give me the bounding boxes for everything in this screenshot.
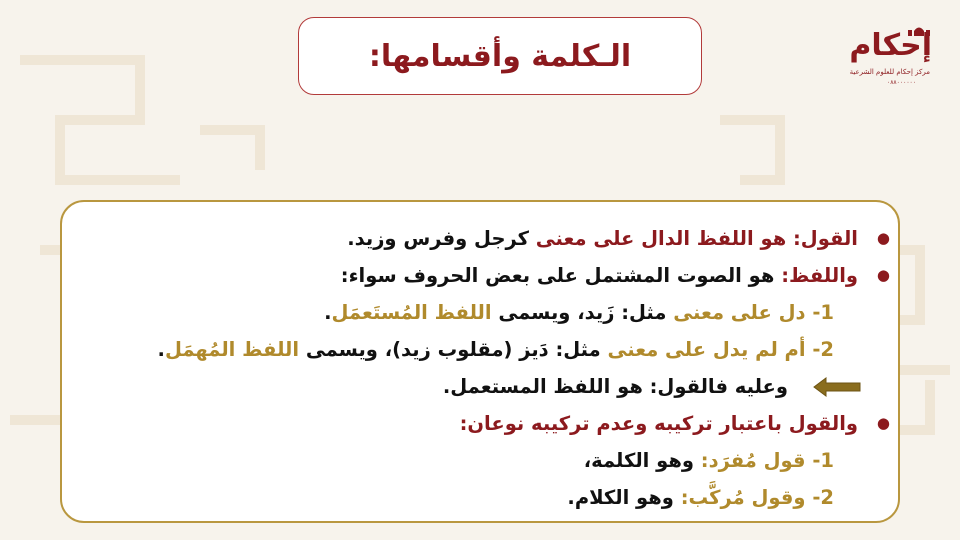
bullet-dot: ● bbox=[876, 414, 890, 432]
logo bbox=[838, 24, 938, 94]
term-muhmal: اللفظ المُهمَل bbox=[164, 338, 300, 361]
term-qawl: القول: bbox=[786, 227, 858, 250]
logo-subtitle: مركز إحكام للعلوم الشرعية bbox=[849, 68, 930, 76]
content-lines bbox=[138, 220, 890, 516]
line-qawl-definition bbox=[138, 220, 890, 257]
example-text: مثل: دَيز (مقلوب زيد)، ويسمى bbox=[299, 338, 608, 361]
page-title: الـكلمة وأقسامها: bbox=[368, 38, 632, 74]
line-mufrad bbox=[138, 442, 858, 479]
bullet-dot: ● bbox=[876, 229, 890, 247]
term-lafz: واللفظ: bbox=[774, 264, 858, 287]
left-arrow-icon bbox=[812, 377, 862, 397]
title-box bbox=[298, 17, 702, 95]
mufrad-text: وهو الكلمة، bbox=[583, 449, 701, 472]
logo-name: إحكام bbox=[849, 28, 932, 63]
term-mufrad: 1- قول مُفرَد: bbox=[700, 449, 834, 472]
definition-text: هو اللفظ الدال على معنى bbox=[535, 227, 787, 250]
line-murakkab bbox=[138, 479, 858, 516]
line-lafz-definition bbox=[138, 257, 890, 294]
period: . bbox=[157, 338, 165, 361]
bullet-dot: ● bbox=[876, 266, 890, 284]
example-text: مثل: زَيد، ويسمى bbox=[491, 301, 674, 324]
logo-number: ٠٨٨٠٠٠٠٠٠ bbox=[886, 79, 916, 86]
conclusion-text: وعليه فالقول: هو اللفظ المستعمل. bbox=[442, 375, 788, 398]
period: . bbox=[324, 301, 332, 324]
content-box bbox=[60, 200, 900, 523]
line-qawl-types bbox=[138, 405, 890, 442]
line-conclusion bbox=[138, 368, 858, 405]
case-label: 2- أم لم يدل على معنى bbox=[607, 338, 834, 361]
examples-text: كرجل وفرس وزيد. bbox=[347, 227, 536, 250]
term-mustamal: اللفظ المُستَعمَل bbox=[331, 301, 492, 324]
line-muhmal bbox=[138, 331, 858, 368]
definition-text: هو الصوت المشتمل على بعض الحروف سواء: bbox=[340, 264, 775, 287]
murakkab-text: وهو الكلام. bbox=[567, 486, 681, 509]
term-murakkab: 2- وقول مُركَّب: bbox=[680, 486, 834, 509]
case-label: 1- دل على معنى bbox=[673, 301, 834, 324]
line-mustamal bbox=[138, 294, 858, 331]
types-heading: والقول باعتبار تركيبه وعدم تركيبه نوعان: bbox=[459, 412, 858, 435]
